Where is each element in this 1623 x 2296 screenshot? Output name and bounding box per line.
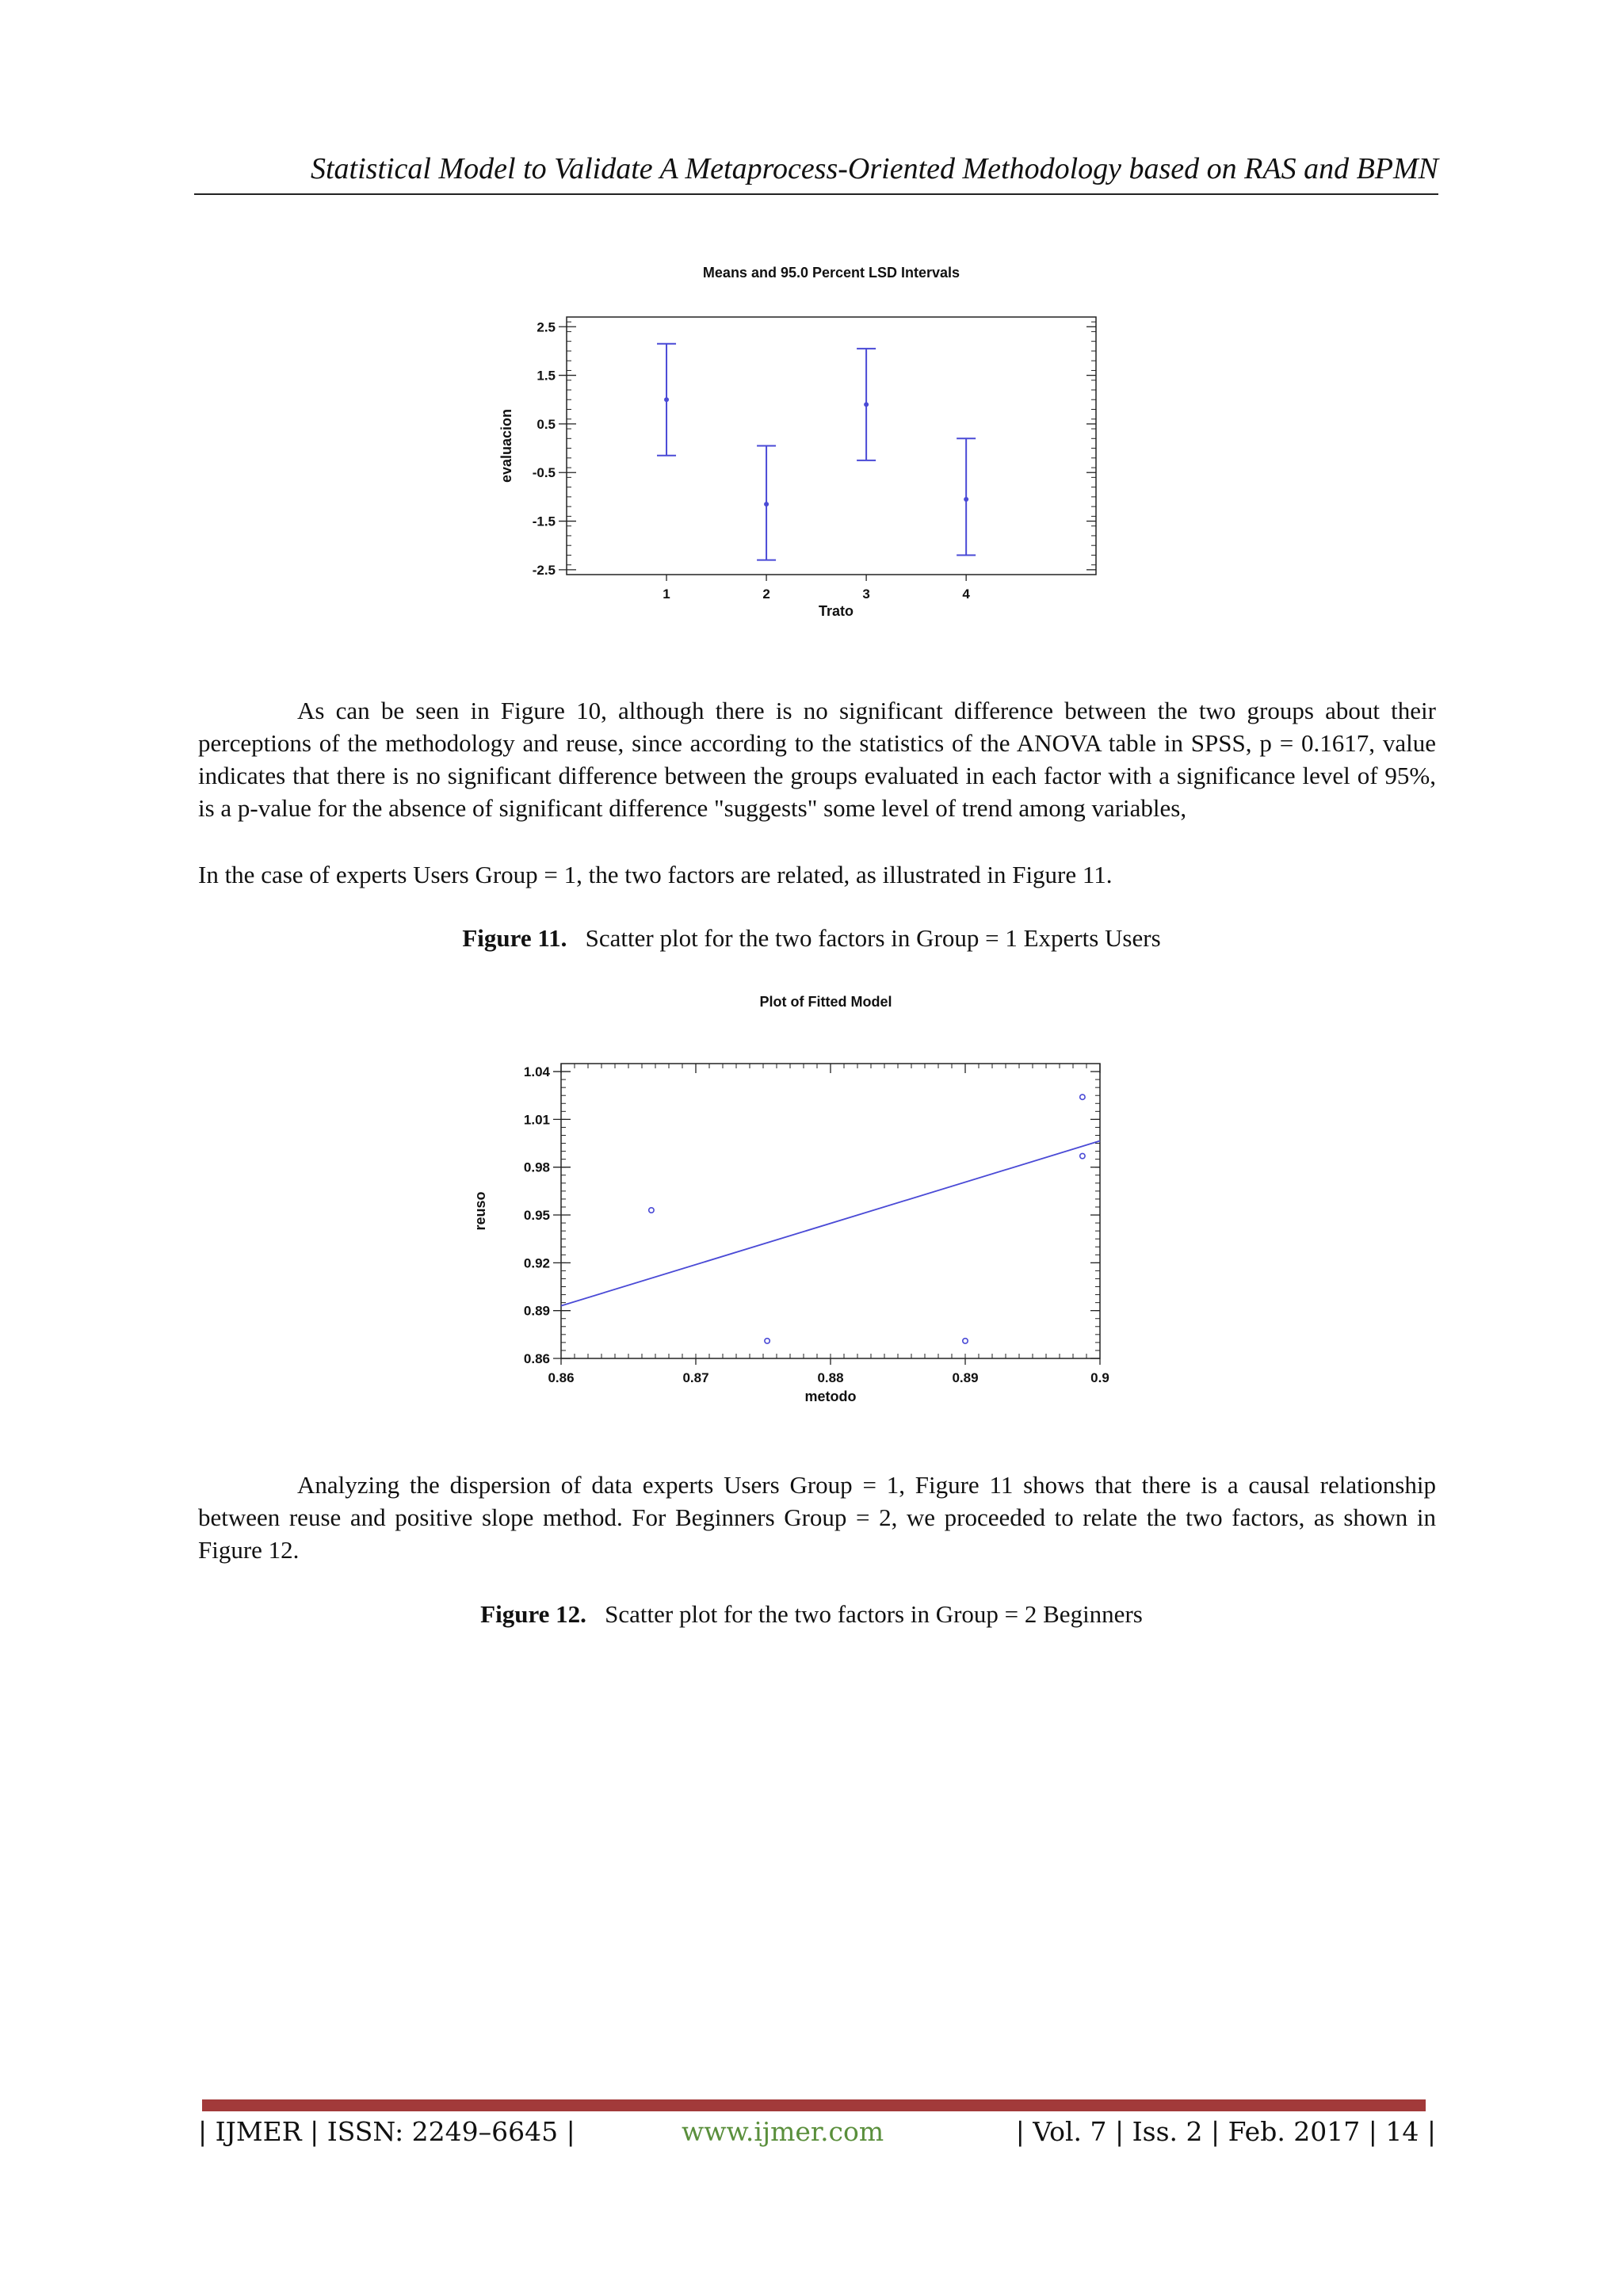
y-tick-label: 0.95: [523, 1208, 550, 1224]
y-tick-label: 1.04: [523, 1064, 550, 1080]
data-point: [963, 1339, 968, 1343]
figure-11-text: Scatter plot for the two factors in Group = 1 Experts Users: [585, 924, 1161, 952]
figure-11-label: Figure 11.: [462, 924, 567, 952]
y-tick-label: 0.89: [523, 1303, 550, 1319]
y-tick-label: 1.01: [523, 1112, 550, 1128]
x-tick-label: 1: [663, 586, 670, 602]
y-axis-label: evaluacion: [498, 408, 514, 483]
figure-12-caption: [0, 1599, 1623, 1630]
y-tick-label: -0.5: [532, 465, 556, 481]
x-tick-label: 4: [962, 586, 970, 602]
footer-journal: | IJMER | ISSN: 2249–6645 |: [198, 2116, 575, 2147]
y-tick-label: 1.5: [537, 368, 556, 384]
plot-frame: [561, 1064, 1100, 1358]
y-tick-label: 0.5: [537, 416, 556, 432]
mean-point: [864, 402, 869, 407]
fitted-model-chart: [444, 983, 1157, 1411]
x-tick-label: 0.86: [548, 1370, 575, 1385]
figure-11-caption: [0, 923, 1623, 954]
mean-point: [764, 502, 769, 506]
figure-12-label: Figure 12.: [480, 1600, 586, 1628]
data-point: [1080, 1153, 1085, 1158]
lsd-intervals-chart: [475, 254, 1141, 626]
figure-12-text: Scatter plot for the two factors in Group = 2 Beginners: [605, 1600, 1143, 1628]
data-point: [649, 1208, 654, 1213]
y-tick-label: 0.92: [523, 1255, 550, 1271]
y-tick-label: -2.5: [532, 562, 556, 578]
body-paragraph-1: As can be seen in Figure 10, although there is no significant difference between the two groups about their perceptions of the methodology and reuse, since according to the statistics of the ANOVA table in SPSS, p = 0.1617, value indicates that there is no significant difference between the groups evaluated in each factor with a significance level of 95%, is a p-value for the absence of significant difference "suggests" some level of trend among variables,: [198, 697, 1436, 822]
x-axis-label: Trato: [818, 603, 854, 619]
x-tick-label: 0.9: [1090, 1370, 1109, 1385]
data-point: [765, 1339, 769, 1343]
chart-title: Plot of Fitted Model: [759, 994, 892, 1010]
mean-point: [964, 497, 968, 502]
x-tick-label: 0.88: [817, 1370, 844, 1385]
y-tick-label: 0.98: [523, 1159, 550, 1175]
page-footer: [198, 2113, 1436, 2151]
plot-frame: [567, 317, 1096, 575]
y-axis-label: reuso: [472, 1191, 488, 1231]
x-tick-label: 0.87: [682, 1370, 709, 1385]
x-tick-label: 0.89: [952, 1370, 979, 1385]
x-tick-label: 2: [762, 586, 770, 602]
x-axis-label: metodo: [804, 1389, 857, 1404]
mean-point: [664, 397, 669, 402]
y-tick-label: -1.5: [532, 514, 556, 529]
footer-bar: [202, 2099, 1426, 2111]
data-point: [1080, 1095, 1085, 1099]
footer-issue-info: | Vol. 7 | Iss. 2 | Feb. 2017 | 14 |: [1015, 2116, 1436, 2147]
fitted-line: [561, 1141, 1100, 1306]
chart-title: Means and 95.0 Percent LSD Intervals: [702, 265, 960, 281]
running-header: Statistical Model to Validate A Metaprocess-Oriented Methodology based on RAS and BPMN: [310, 152, 1438, 185]
y-tick-label: 2.5: [537, 319, 556, 335]
x-tick-label: 3: [862, 586, 870, 602]
y-tick-label: 0.86: [523, 1351, 550, 1366]
header-rule: [194, 193, 1438, 195]
footer-website-link[interactable]: www.ijmer.com: [682, 2116, 884, 2147]
body-paragraph-2: In the case of experts Users Group = 1, the two factors are related, as illustrated in Figure 11.: [198, 861, 1113, 888]
body-paragraph-3: Analyzing the dispersion of data experts Users Group = 1, Figure 11 shows that there is a causal relationship between reuse and positive slope method. For Beginners Group = 2, we proceeded to relate the two factors, as shown in Figure 12.: [198, 1471, 1436, 1564]
